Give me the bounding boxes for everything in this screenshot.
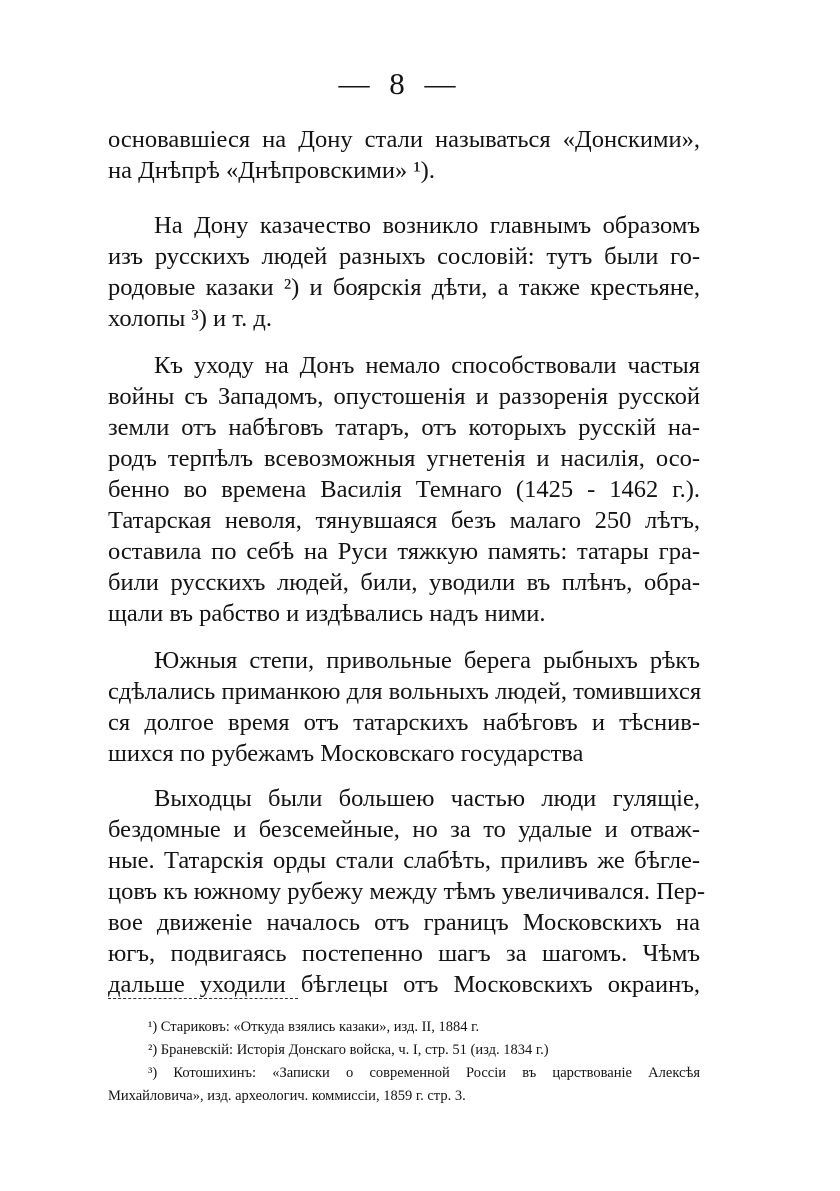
- text-line: основавшіеся на Дону стали называться «Донскими»,: [108, 126, 700, 153]
- text-line: на Днѣпрѣ «Днѣпровскими» ¹).: [108, 157, 435, 184]
- page-number: — 8 —: [338, 66, 462, 101]
- text-line: ные. Татарскія орды стали слабѣть, приливъ же бѣгле-: [108, 847, 700, 874]
- text-line: родовые казаки ²) и боярскія дѣти, а также крестьяне,: [108, 274, 700, 301]
- text-line: ся долгое время отъ татарскихъ набѣговъ и тѣснив-: [108, 709, 700, 736]
- footnote: ³) Котошихинъ: «Записки о современной Россіи въ царствованіе Алексѣя: [148, 1065, 700, 1081]
- text-line: сдѣлались приманкою для вольныхъ людей, томившихся: [108, 678, 702, 705]
- text-line: югъ, подвигаясь постепенно шагъ за шагомъ. Чѣмъ: [108, 940, 700, 967]
- paragraph: [108, 350, 700, 629]
- text-line: Татарская неволя, тянувшаяся безъ малаго 250 лѣтъ,: [108, 507, 700, 534]
- text-line: бенно во времена Василія Темнаго (1425 - 1462 г.).: [108, 476, 700, 503]
- text-line: дальше уходили бѣглецы отъ Московскихъ окраинъ,: [108, 971, 700, 998]
- text-line: шихся по рубежамъ Московскаго государства: [108, 740, 584, 767]
- text-line: На Дону казачество возникло главнымъ образомъ: [154, 212, 700, 239]
- footnote: ¹) Стариковъ: «Откуда взялись казаки», изд. II, 1884 г.: [148, 1019, 480, 1035]
- footnotes: [108, 1016, 700, 1108]
- text-line: оставила по себѣ на Руси тяжкую память: татары гра-: [108, 538, 700, 565]
- text-line: бездомные и безсемейные, но за то удалые и отваж-: [108, 816, 700, 843]
- text-line: Выходцы были большею частью люди гулящіе,: [154, 785, 700, 812]
- text-line: войны съ Западомъ, опустошенія и раззоренія русской: [108, 383, 700, 410]
- text-line: щали въ рабство и издѣвались надъ ними.: [108, 600, 546, 627]
- paragraph: [108, 783, 706, 1000]
- footnote: ²) Браневскій: Исторія Донскаго войска, ч. I, стр. 51 (изд. 1834 г.): [148, 1042, 549, 1058]
- text-line: холопы ³) и т. д.: [108, 305, 272, 332]
- paragraph: [108, 645, 700, 769]
- paragraph: [108, 124, 700, 186]
- paragraph: [108, 210, 700, 334]
- footnote-continuation: Михайловича», изд. археологич. коммиссіи, 1859 г. стр. 3.: [108, 1088, 466, 1104]
- text-line: изъ русскихъ людей разныхъ сословій: тутъ были го-: [108, 243, 700, 270]
- footnote-separator: [108, 998, 298, 999]
- text-line: цовъ къ южному рубежу между тѣмъ увеличивался. Пер-: [108, 878, 706, 905]
- text-line: родъ терпѣлъ всевозможныя угнетенія и насилія, осо-: [108, 445, 700, 472]
- text-line: земли отъ набѣговъ татаръ, отъ которыхъ русскій на-: [108, 414, 700, 441]
- text-line: били русскихъ людей, били, уводили въ плѣнъ, обра-: [108, 569, 700, 596]
- text-line: Южныя степи, привольные берега рыбныхъ рѣкъ: [154, 647, 700, 674]
- text-line: вое движеніе началось отъ границъ Московскихъ на: [108, 909, 700, 936]
- text-line: Къ уходу на Донъ немало способствовали частыя: [154, 352, 700, 379]
